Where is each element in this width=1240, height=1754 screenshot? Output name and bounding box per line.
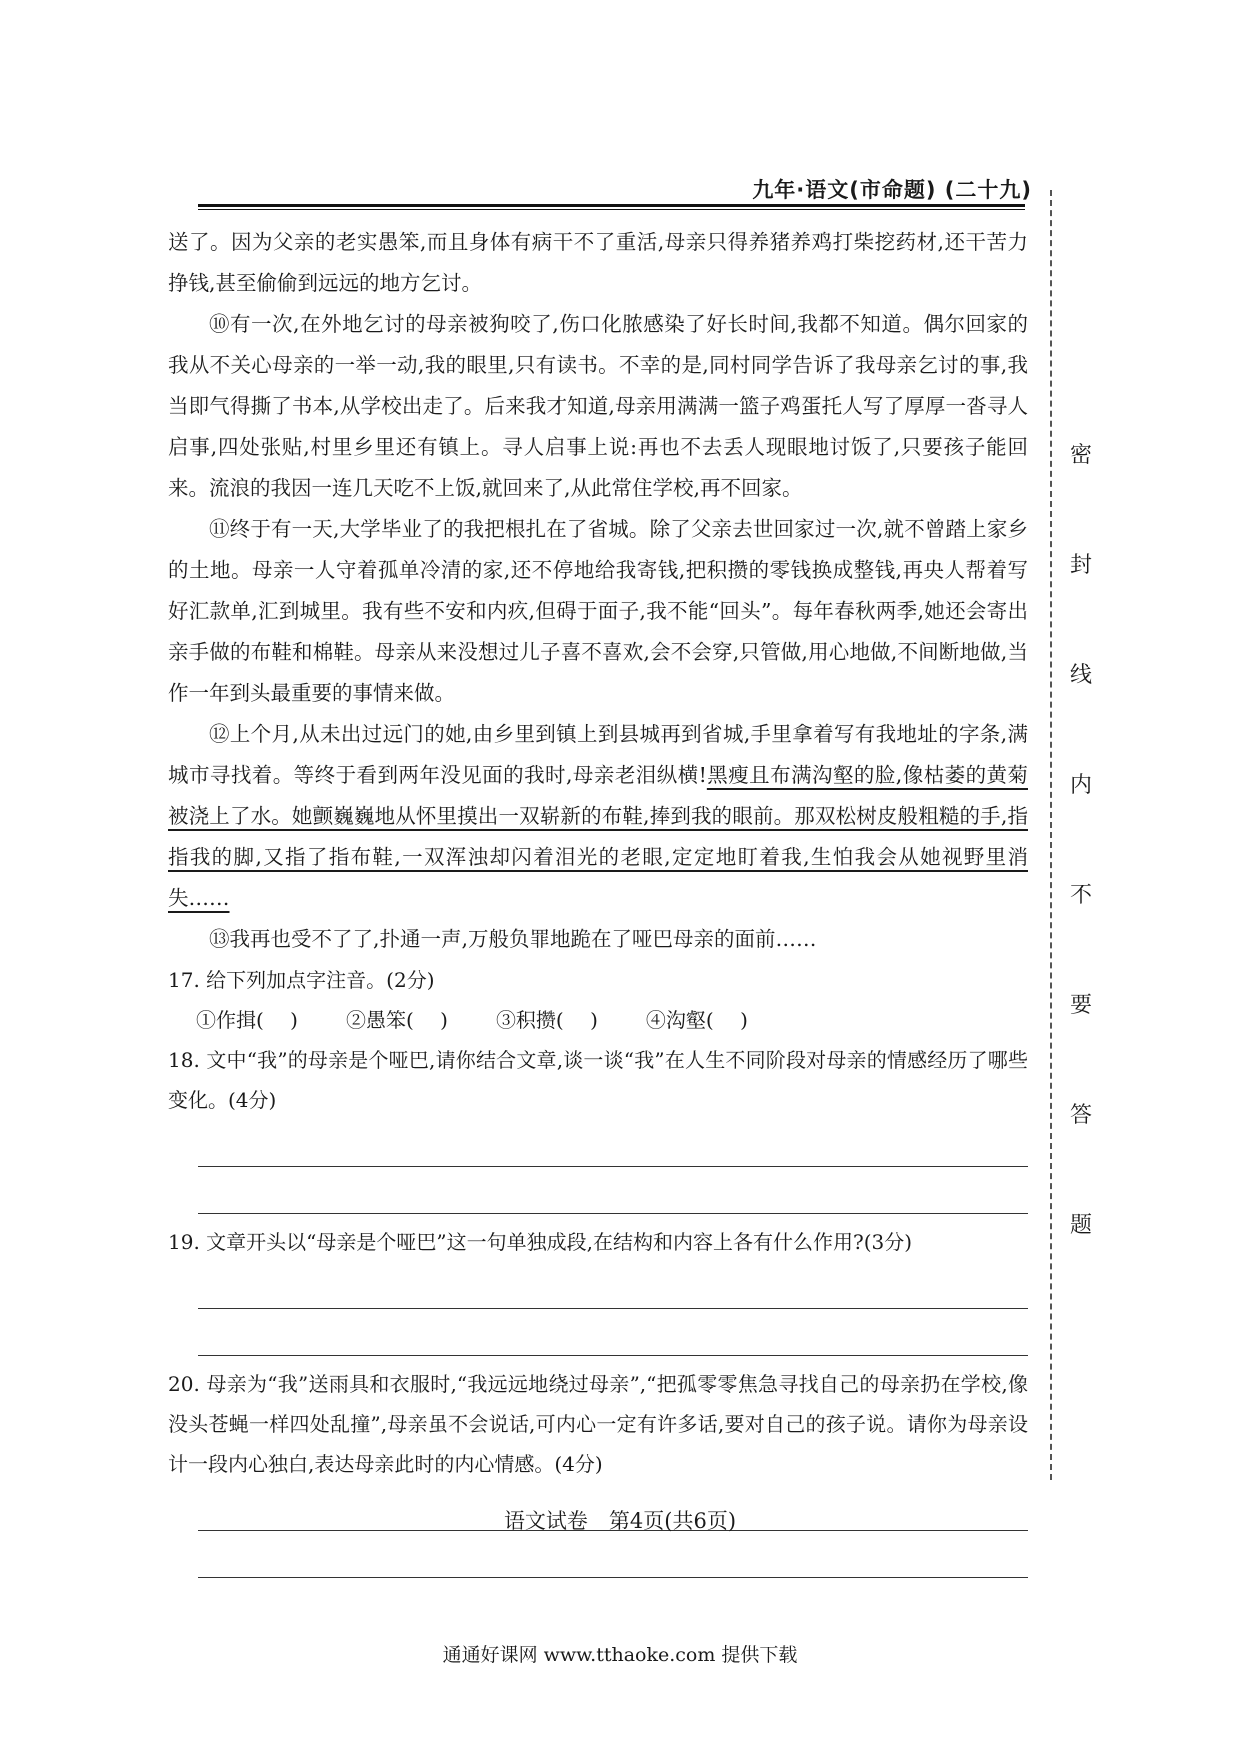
header-title: 九年·语文(市命题) (二十九) [752,178,1032,202]
choice-1: ①作揖( ) [196,1008,298,1032]
choice-3: ③积攒( ) [495,1008,598,1032]
answer-line[interactable] [198,1167,1028,1214]
seal-char: 答 [1070,1103,1093,1128]
answer-line[interactable] [198,1120,1028,1167]
question-20: 20. 母亲为“我”送雨具和衣服时,“我远远地绕过母亲”,“把孤零零焦急寻找自己的母亲扔在学校,像没头苍蝇一样四处乱撞”,母亲虽不会说话,可内心一定有许多话,要对自己的孩子说。请你为母亲设计一段内心独白,表达母亲此时的内心情感。(4分) [168,1372,1028,1476]
header-rule-thin [198,209,1025,210]
underlined-sentence: 黑瘦且布满沟壑的脸,像枯萎的黄菊被浇上了水。她颤巍巍地从怀里摸出一双崭新的布鞋,捧到我的眼前。那双松树皮般粗糙的手,指指我的脚,又指了指布鞋,一双浑浊却闪着泪光的老眼,定定地盯着我,生怕我会从她视野里消失…… [168,763,1028,910]
seal-char: 不 [1070,883,1093,908]
download-watermark: 通通好课网 www.tthaoke.com 提供下载 [442,1644,798,1666]
seal-char: 密 [1070,443,1093,468]
question-17: 17. 给下列加点字注音。(2分) [168,968,435,992]
choice-2: ②愚笨( ) [345,1008,448,1032]
seal-char: 要 [1070,993,1093,1018]
question-17-choices [168,1000,1028,1040]
seal-char: 题 [1070,1213,1093,1238]
page-footer: 语文试卷 第4页(共6页) [503,1509,737,1533]
question-18: 18. 文中“我”的母亲是个哑巴,请你结合文章,谈一谈“我”在人生不同阶段对母亲的情感经历了哪些变化。(4分) [168,1048,1028,1112]
choice-4: ④沟壑( ) [645,1008,748,1032]
question-19: 19. 文章开头以“母亲是个哑巴”这一句单独成段,在结构和内容上各有什么作用?(3分) [168,1230,913,1254]
seal-dashed-line [1050,190,1052,1480]
seal-char: 内 [1070,773,1093,798]
passage-paragraph-13: ⑬我再也受不了了,扑通一声,万般负罪地跪在了哑巴母亲的面前…… [209,927,817,951]
passage-paragraph-11: ⑪终于有一天,大学毕业了的我把根扎在了省城。除了父亲去世回家过一次,就不曾踏上家乡的土地。母亲一人守着孤单冷清的家,还不停地给我寄钱,把积攒的零钱换成整钱,再央人帮着写好汇款单,汇到城里。我有些不安和内疚,但碍于面子,我不能“回头”。每年春秋两季,她还会寄出亲手做的布鞋和棉鞋。母亲从来没想过儿子喜不喜欢,会不会穿,只管做,用心地做,不间断地做,当作一年到头最重要的事情来做。 [168,517,1028,705]
passage-paragraph: 送了。因为父亲的老实愚笨,而且身体有病干不了重活,母亲只得养猪养鸡打柴挖药材,还干苦力挣钱,甚至偷偷到远远的地方乞讨。 [168,230,1028,295]
paragraph-12-text: ⑫上个月,从未出过远门的她,由乡里到镇上到县城再到省城,手里拿着写有我地址的字条,满城市寻找着。等终于看到两年没见面的我时,母亲老泪纵横! [168,722,1028,787]
answer-line[interactable] [198,1309,1028,1356]
seal-char: 封 [1070,553,1093,578]
answer-line[interactable] [198,1531,1028,1578]
passage-paragraph-10: ⑩有一次,在外地乞讨的母亲被狗咬了,伤口化脓感染了好长时间,我都不知道。偶尔回家的我从不关心母亲的一举一动,我的眼里,只有读书。不幸的是,同村同学告诉了我母亲乞讨的事,我当即气得撕了书本,从学校出走了。后来我才知道,母亲用满满一篮子鸡蛋托人写了厚厚一沓寻人启事,四处张贴,村里乡里还有镇上。寻人启事上说:再也不去丢人现眼地讨饭了,只要孩子能回来。流浪的我因一连几天吃不上饭,就回来了,从此常住学校,再不回家。 [168,312,1028,500]
answer-line[interactable] [198,1262,1028,1309]
seal-char: 线 [1070,663,1093,688]
header-rule [198,204,1025,207]
passage-paragraph-12 [168,714,1028,919]
exam-content [168,222,1028,1578]
